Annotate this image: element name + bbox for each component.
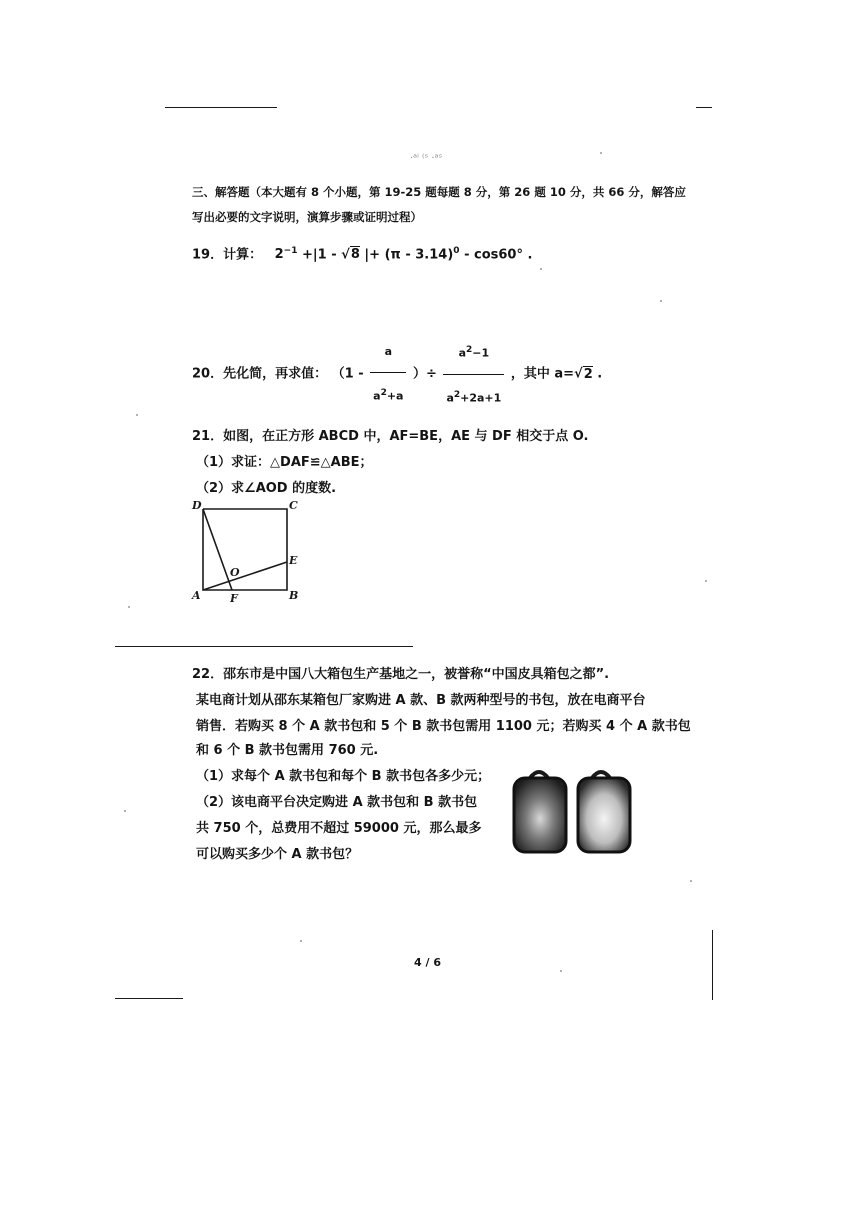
q20-fraction-2: $\frac{a^2-1}{a^2+2a+1}$ — [443, 330, 504, 418]
scan-speck — [540, 268, 542, 270]
q19-term4: |+ (π - 3.14) — [364, 247, 454, 263]
label-e: E — [289, 554, 298, 567]
q19-term1-exp: −1 — [283, 246, 298, 256]
q22-line-4: 和 6 个 B 款书包需用 760 元. — [196, 743, 379, 758]
top-right-rule — [696, 107, 712, 108]
q19-root: 8 — [350, 247, 360, 263]
q22-part-1: （1）求每个 A 款书包和每个 B 款书包各多少元； — [196, 769, 491, 784]
q19-term1: 2 — [274, 247, 284, 263]
scan-speck — [600, 152, 602, 154]
segment-df — [203, 509, 232, 590]
q21-part-1: （1）求证：△DAF≌△ABE； — [196, 455, 373, 470]
q20-tail: ，其中 a= — [510, 366, 575, 382]
scan-speck — [690, 880, 692, 882]
label-d: D — [192, 499, 202, 512]
scan-speck — [300, 940, 302, 942]
scan-speck — [128, 606, 130, 608]
question-21: 21．如图，在正方形 ABCD 中，AF=BE，AE 与 DF 相交于点 O. — [192, 429, 589, 444]
question-22: 22．邵东市是中国八大箱包生产基地之一，被誉称“中国皮具箱包之都”. — [192, 667, 610, 682]
section-heading-cont: 写出必要的文字说明，演算步骤或证明过程） — [192, 210, 422, 224]
label-b: B — [289, 589, 299, 602]
backpacks-photo — [508, 764, 638, 860]
square-abcd-figure — [190, 496, 310, 606]
q19-end: . — [527, 247, 533, 263]
q20-label: 20．先化简，再求值： — [192, 366, 328, 382]
scan-speck — [136, 414, 138, 416]
q22-part-2c: 可以购买多少个 A 款书包？ — [196, 847, 359, 862]
q20-fraction-1: $\frac{a}{a^2+a}$ — [370, 332, 406, 417]
question-20: 20．先化简，再求值： （1 - $\frac{a}{a^2+a}$ ）÷ $\frac{a^2-1}{a^2+2a+1}$ ，其中 a=√2 . — [192, 330, 602, 418]
label-c: C — [289, 499, 298, 512]
q19-term4-exp: 0 — [453, 246, 460, 256]
right-edge-rule — [712, 930, 713, 1000]
side-da — [203, 509, 287, 590]
q20-close: ）÷ — [413, 366, 437, 382]
section-heading: 三、解答题（本大题有 8 个小题，第 19-25 题每题 8 分，第 26 题 10 分，共 66 分，解答应 — [192, 185, 686, 199]
label-a: A — [192, 589, 201, 602]
scan-speck — [705, 580, 707, 582]
mid-rule — [115, 646, 413, 647]
q19-term2: +|1 - — [302, 247, 337, 263]
q19-term5: - cos60° — [464, 247, 523, 263]
top-left-rule — [165, 107, 277, 108]
label-f: F — [230, 592, 238, 605]
bottom-left-rule — [115, 998, 183, 999]
question-19: 19．计算： $2^{-1} +|1 - √8$ |+ (π - 3.14)$^0$ - cos60° . — [192, 246, 533, 263]
q22-part-2a: （2）该电商平台决定购进 A 款书包和 B 款书包 — [196, 795, 478, 810]
q22-line-3: 销售．若购买 8 个 A 款书包和 5 个 B 款书包需用 1100 元；若购买 4 个 A 款书包 — [196, 719, 691, 734]
q21-part-2: （2）求∠AOD 的度数. — [196, 481, 337, 496]
scan-speck — [560, 970, 562, 972]
q20-root: 2 — [583, 366, 593, 382]
q22-part-2b: 共 750 个，总费用不超过 59000 元，那么最多 — [196, 821, 482, 836]
scan-mark: ·ᵃⁱ ⁽ˢ ·ᵃˢ — [410, 153, 443, 164]
q20-open: （1 - — [331, 366, 364, 382]
segment-ae — [203, 562, 287, 590]
label-o: O — [230, 566, 240, 579]
q22-line-2: 某电商计划从邵东某箱包厂家购进 A 款、B 款两种型号的书包，放在电商平台 — [196, 693, 646, 708]
q20-end: . — [597, 366, 603, 382]
scan-speck — [660, 300, 662, 302]
q19-label: 19．计算： — [192, 247, 263, 263]
scan-speck — [124, 810, 126, 812]
page-number: 4 / 6 — [414, 956, 441, 969]
